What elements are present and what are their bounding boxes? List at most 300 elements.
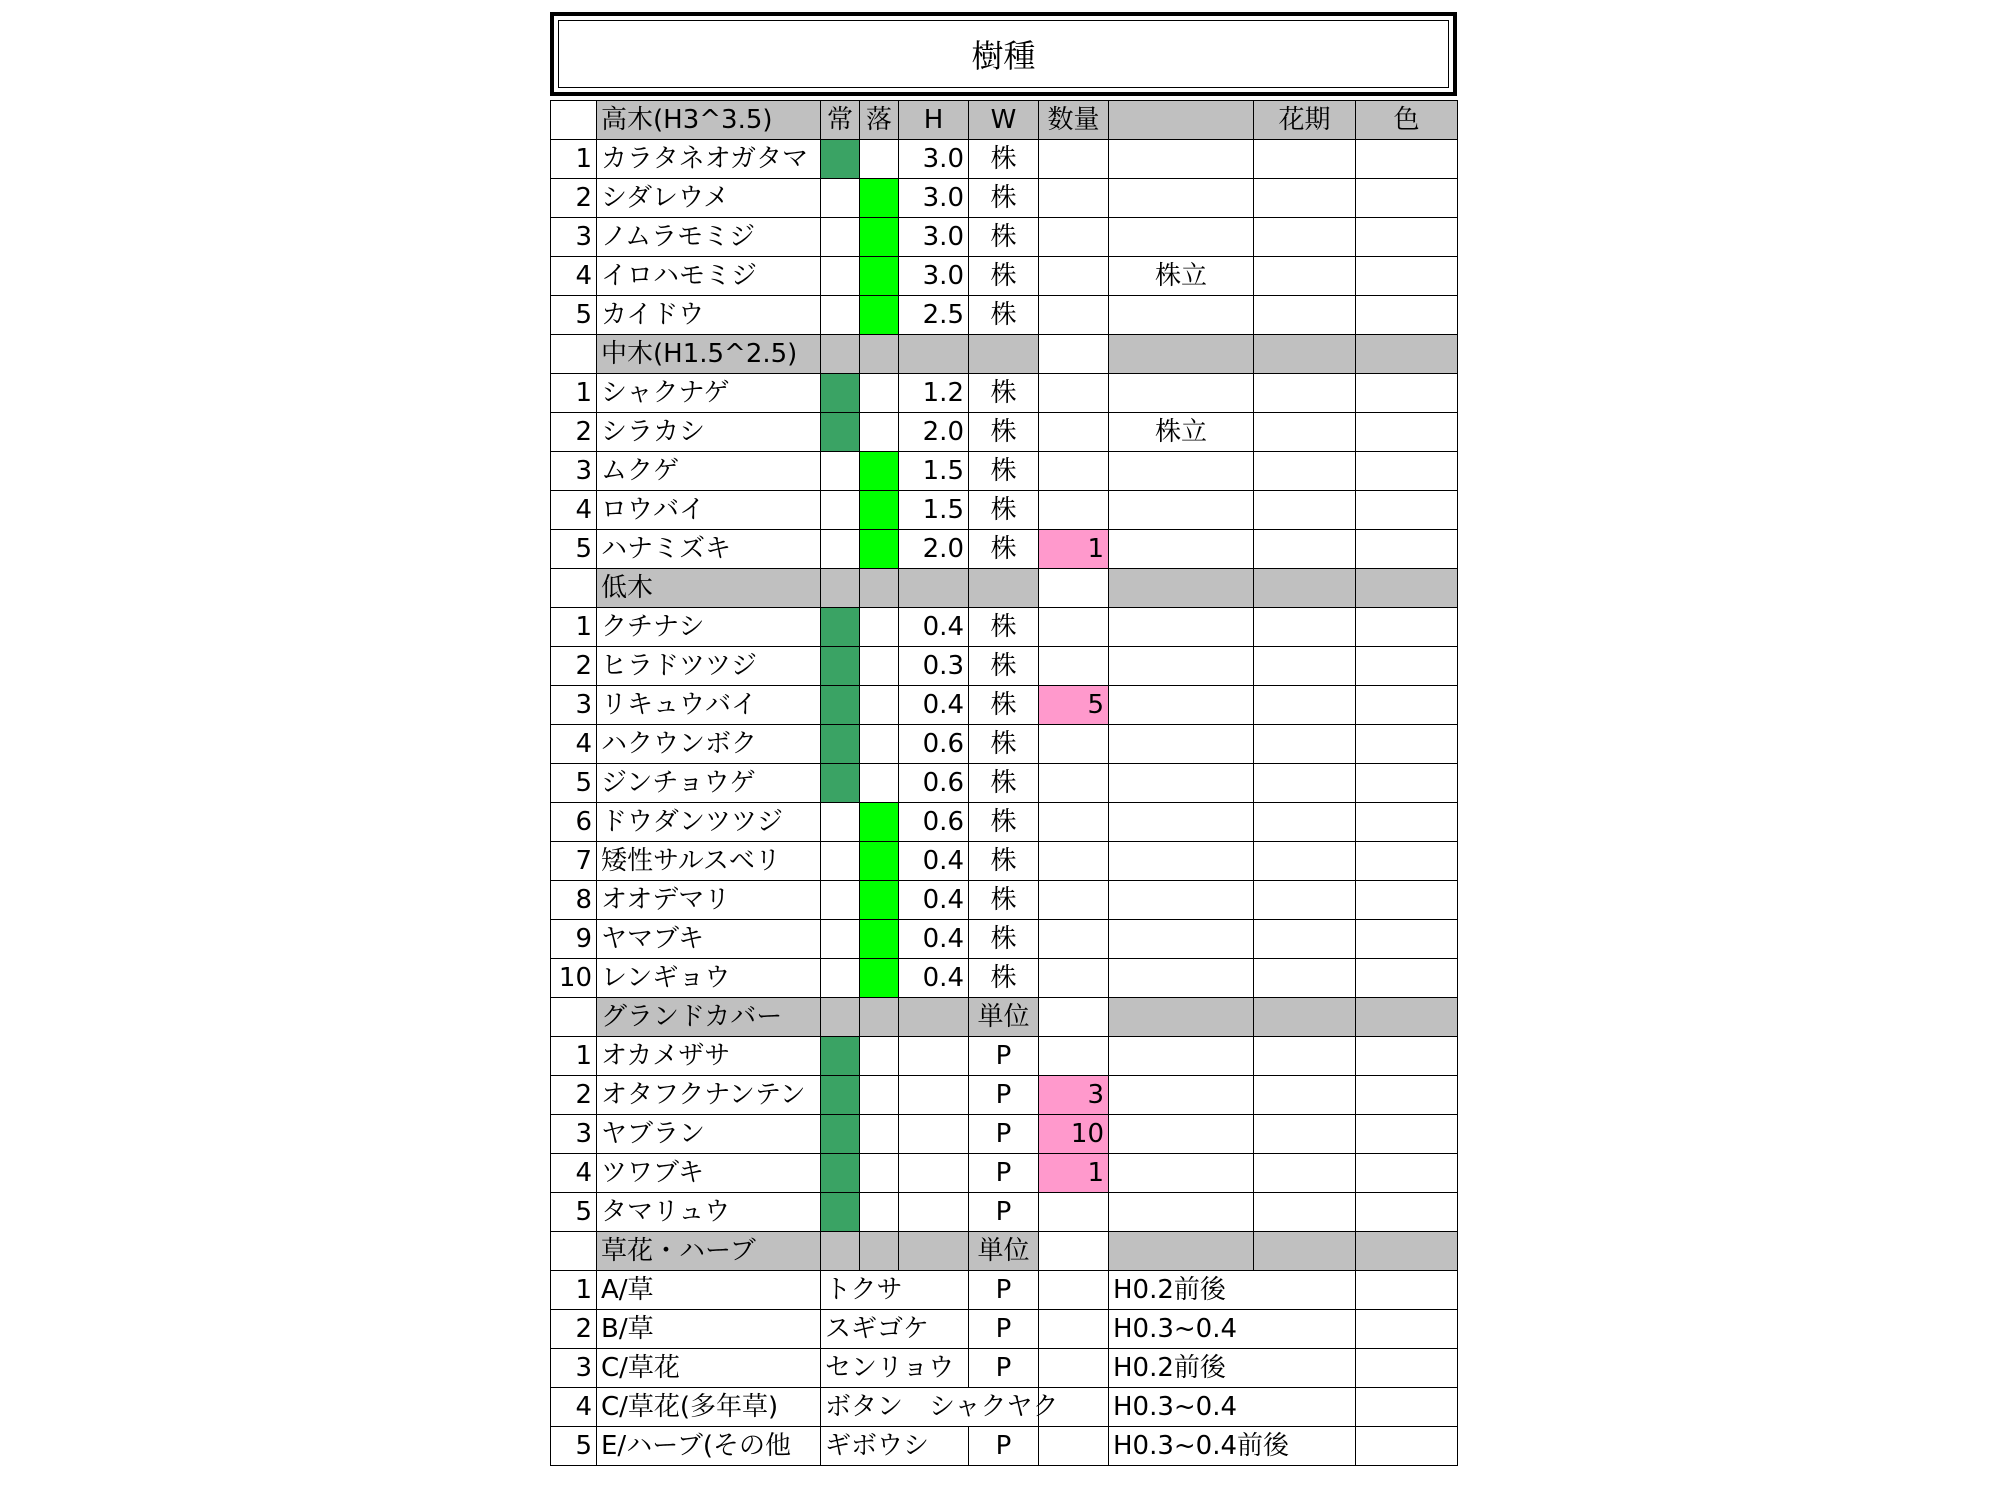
evergreen-mark <box>821 530 860 569</box>
section-deciduous <box>860 569 899 608</box>
row-no: 4 <box>551 257 597 296</box>
flower-color <box>1356 179 1458 218</box>
quantity-value: 1 <box>1039 1154 1109 1193</box>
flower-color <box>1356 764 1458 803</box>
height-value: 3.0 <box>899 140 969 179</box>
flower-color <box>1356 881 1458 920</box>
height-value: 3.0 <box>899 179 969 218</box>
section-unit: 単位 <box>969 1232 1039 1271</box>
unit-value: P <box>969 1154 1039 1193</box>
row-no: 4 <box>551 491 597 530</box>
row-no: 2 <box>551 179 597 218</box>
evergreen-mark <box>821 413 860 452</box>
height-value: 0.4 <box>899 959 969 998</box>
herb-category: C/草花(多年草) <box>597 1388 821 1427</box>
unit-value: 株 <box>969 920 1039 959</box>
note-value <box>1109 296 1254 335</box>
herb-category: B/草 <box>597 1310 821 1349</box>
row-no: 5 <box>551 530 597 569</box>
flower-season <box>1254 803 1356 842</box>
note-value: H0.3~0.4前後 <box>1109 1427 1356 1466</box>
plant-name: ヤマブキ <box>597 920 821 959</box>
evergreen-mark <box>821 1115 860 1154</box>
flower-season <box>1254 764 1356 803</box>
height-value: 2.0 <box>899 413 969 452</box>
quantity-value <box>1039 491 1109 530</box>
evergreen-mark <box>821 1193 860 1232</box>
flower-color <box>1356 647 1458 686</box>
flower-color <box>1356 608 1458 647</box>
table-row <box>551 764 1458 803</box>
section-evergreen <box>821 335 860 374</box>
table-row <box>551 1037 1458 1076</box>
height-value: 0.3 <box>899 647 969 686</box>
evergreen-mark <box>821 842 860 881</box>
deciduous-mark <box>860 218 899 257</box>
section-evergreen <box>821 998 860 1037</box>
height-value: 0.4 <box>899 920 969 959</box>
row-no: 2 <box>551 413 597 452</box>
header-name: 高木(H3^3.5) <box>597 101 821 140</box>
section-title: 中木(H1.5^2.5) <box>597 335 821 374</box>
quantity-value <box>1039 1037 1109 1076</box>
row-no: 1 <box>551 608 597 647</box>
evergreen-mark <box>821 764 860 803</box>
section-row <box>551 569 1458 608</box>
herb-name: ボタン シャクヤク <box>821 1388 1039 1427</box>
section-note <box>1109 569 1254 608</box>
height-value: 2.0 <box>899 530 969 569</box>
plant-name: シダレウメ <box>597 179 821 218</box>
section-h <box>899 998 969 1037</box>
flower-color <box>1356 140 1458 179</box>
note-value <box>1109 920 1254 959</box>
plant-name: ロウバイ <box>597 491 821 530</box>
row-no: 3 <box>551 686 597 725</box>
section-title: グランドカバー <box>597 998 821 1037</box>
section-unit <box>969 335 1039 374</box>
deciduous-mark <box>860 920 899 959</box>
section-no <box>551 998 597 1037</box>
unit-value: 株 <box>969 647 1039 686</box>
note-value: 株立 <box>1109 413 1254 452</box>
section-no <box>551 1232 597 1271</box>
quantity-value <box>1039 1193 1109 1232</box>
deciduous-mark <box>860 1037 899 1076</box>
quantity-value: 1 <box>1039 530 1109 569</box>
row-no: 2 <box>551 1076 597 1115</box>
flower-color <box>1356 686 1458 725</box>
unit-value: 株 <box>969 452 1039 491</box>
plant-name: レンギョウ <box>597 959 821 998</box>
unit-value: 株 <box>969 959 1039 998</box>
height-value <box>899 1115 969 1154</box>
row-no: 6 <box>551 803 597 842</box>
note-value <box>1109 959 1254 998</box>
row-no: 3 <box>551 452 597 491</box>
quantity-value <box>1039 1349 1109 1388</box>
deciduous-mark <box>860 959 899 998</box>
note-value <box>1109 1154 1254 1193</box>
quantity-value <box>1039 1427 1109 1466</box>
table-row <box>551 1271 1458 1310</box>
quantity-value <box>1039 257 1109 296</box>
header-flower: 花期 <box>1254 101 1356 140</box>
table-row <box>551 1193 1458 1232</box>
row-no: 7 <box>551 842 597 881</box>
section-evergreen <box>821 569 860 608</box>
deciduous-mark <box>860 257 899 296</box>
flower-season <box>1254 413 1356 452</box>
section-unit <box>969 569 1039 608</box>
evergreen-mark <box>821 257 860 296</box>
table-row <box>551 647 1458 686</box>
evergreen-mark <box>821 647 860 686</box>
height-value: 1.5 <box>899 491 969 530</box>
flower-color <box>1356 218 1458 257</box>
evergreen-mark <box>821 140 860 179</box>
row-no: 1 <box>551 140 597 179</box>
height-value: 0.6 <box>899 764 969 803</box>
deciduous-mark <box>860 179 899 218</box>
header-deciduous: 落 <box>860 101 899 140</box>
quantity-value <box>1039 920 1109 959</box>
flower-color <box>1356 1115 1458 1154</box>
section-qty <box>1039 569 1109 608</box>
header-row <box>551 101 1458 140</box>
row-no: 10 <box>551 959 597 998</box>
row-no: 8 <box>551 881 597 920</box>
unit-value: P <box>969 1427 1039 1466</box>
table-row <box>551 179 1458 218</box>
section-deciduous <box>860 998 899 1037</box>
flower-season <box>1254 140 1356 179</box>
table-row <box>551 842 1458 881</box>
note-value: H0.3~0.4 <box>1109 1310 1356 1349</box>
flower-season <box>1254 725 1356 764</box>
plant-name: シャクナゲ <box>597 374 821 413</box>
plant-name: ハクウンボク <box>597 725 821 764</box>
herb-category: A/草 <box>597 1271 821 1310</box>
deciduous-mark <box>860 530 899 569</box>
row-no: 5 <box>551 296 597 335</box>
plant-name: オオデマリ <box>597 881 821 920</box>
flower-color <box>1356 920 1458 959</box>
plant-name: オカメザサ <box>597 1037 821 1076</box>
height-value: 0.4 <box>899 842 969 881</box>
evergreen-mark <box>821 803 860 842</box>
note-value: H0.2前後 <box>1109 1271 1356 1310</box>
section-flower <box>1254 998 1356 1037</box>
flower-season <box>1254 686 1356 725</box>
flower-color <box>1356 725 1458 764</box>
quantity-value <box>1039 764 1109 803</box>
section-color <box>1356 335 1458 374</box>
flower-season <box>1254 842 1356 881</box>
plant-table <box>550 100 1458 1466</box>
plant-name: シラカシ <box>597 413 821 452</box>
note-value <box>1109 1037 1254 1076</box>
unit-value: P <box>969 1076 1039 1115</box>
deciduous-mark <box>860 296 899 335</box>
plant-name: 矮性サルスベリ <box>597 842 821 881</box>
row-no: 3 <box>551 1115 597 1154</box>
evergreen-mark <box>821 218 860 257</box>
deciduous-mark <box>860 842 899 881</box>
plant-name: オタフクナンテン <box>597 1076 821 1115</box>
row-no: 4 <box>551 1388 597 1427</box>
flower-color <box>1356 803 1458 842</box>
flower-season <box>1254 530 1356 569</box>
flower-season <box>1254 491 1356 530</box>
row-no: 3 <box>551 218 597 257</box>
row-no: 3 <box>551 1349 597 1388</box>
flower-color <box>1356 1310 1458 1349</box>
note-value <box>1109 452 1254 491</box>
flower-season <box>1254 218 1356 257</box>
flower-color <box>1356 257 1458 296</box>
row-no: 5 <box>551 764 597 803</box>
quantity-value: 5 <box>1039 686 1109 725</box>
plant-name: リキュウバイ <box>597 686 821 725</box>
deciduous-mark <box>860 686 899 725</box>
table-row <box>551 491 1458 530</box>
plant-name: カイドウ <box>597 296 821 335</box>
plant-name: ヤブラン <box>597 1115 821 1154</box>
deciduous-mark <box>860 647 899 686</box>
flower-season <box>1254 1076 1356 1115</box>
height-value: 2.5 <box>899 296 969 335</box>
deciduous-mark <box>860 764 899 803</box>
unit-value: 株 <box>969 764 1039 803</box>
deciduous-mark <box>860 608 899 647</box>
plant-name: カラタネオガタマ <box>597 140 821 179</box>
herb-category: C/草花 <box>597 1349 821 1388</box>
table-row <box>551 725 1458 764</box>
row-no: 9 <box>551 920 597 959</box>
note-value <box>1109 608 1254 647</box>
quantity-value <box>1039 296 1109 335</box>
plant-name: タマリュウ <box>597 1193 821 1232</box>
flower-color <box>1356 959 1458 998</box>
section-flower <box>1254 569 1356 608</box>
table-row <box>551 140 1458 179</box>
quantity-value <box>1039 374 1109 413</box>
unit-value: 株 <box>969 257 1039 296</box>
note-value: H0.2前後 <box>1109 1349 1356 1388</box>
height-value: 1.2 <box>899 374 969 413</box>
section-title: 草花・ハーブ <box>597 1232 821 1271</box>
table-row <box>551 374 1458 413</box>
header-color: 色 <box>1356 101 1458 140</box>
unit-value: 株 <box>969 179 1039 218</box>
section-color <box>1356 1232 1458 1271</box>
plant-name: ハナミズキ <box>597 530 821 569</box>
deciduous-mark <box>860 374 899 413</box>
unit-value: P <box>969 1193 1039 1232</box>
note-value <box>1109 374 1254 413</box>
row-no: 5 <box>551 1427 597 1466</box>
height-value: 0.6 <box>899 803 969 842</box>
height-value: 3.0 <box>899 218 969 257</box>
height-value <box>899 1154 969 1193</box>
flower-season <box>1254 1037 1356 1076</box>
quantity-value <box>1039 413 1109 452</box>
note-value <box>1109 842 1254 881</box>
header-qty: 数量 <box>1039 101 1109 140</box>
plant-name: ジンチョウゲ <box>597 764 821 803</box>
deciduous-mark <box>860 1115 899 1154</box>
section-flower <box>1254 1232 1356 1271</box>
table-row <box>551 608 1458 647</box>
note-value <box>1109 140 1254 179</box>
quantity-value <box>1039 218 1109 257</box>
quantity-value <box>1039 1271 1109 1310</box>
table-row <box>551 1154 1458 1193</box>
height-value <box>899 1076 969 1115</box>
herb-name: センリョウ <box>821 1349 969 1388</box>
unit-value: 株 <box>969 725 1039 764</box>
header-h: H <box>899 101 969 140</box>
unit-value: 株 <box>969 530 1039 569</box>
section-qty <box>1039 335 1109 374</box>
evergreen-mark <box>821 491 860 530</box>
flower-color <box>1356 1037 1458 1076</box>
note-value: 株立 <box>1109 257 1254 296</box>
unit-value: P <box>969 1310 1039 1349</box>
section-h <box>899 1232 969 1271</box>
flower-color <box>1356 491 1458 530</box>
plant-name: ノムラモミジ <box>597 218 821 257</box>
herb-category: E/ハーブ(その他 <box>597 1427 821 1466</box>
evergreen-mark <box>821 179 860 218</box>
flower-color <box>1356 1349 1458 1388</box>
unit-value: 株 <box>969 140 1039 179</box>
table-row <box>551 803 1458 842</box>
quantity-value <box>1039 803 1109 842</box>
deciduous-mark <box>860 452 899 491</box>
note-value <box>1109 1193 1254 1232</box>
plant-name: ツワブキ <box>597 1154 821 1193</box>
quantity-value <box>1039 881 1109 920</box>
evergreen-mark <box>821 959 860 998</box>
evergreen-mark <box>821 1037 860 1076</box>
plant-name: ヒラドツツジ <box>597 647 821 686</box>
deciduous-mark <box>860 491 899 530</box>
plant-table-body <box>551 101 1458 1466</box>
deciduous-mark <box>860 1193 899 1232</box>
unit-value: 株 <box>969 881 1039 920</box>
section-qty <box>1039 998 1109 1037</box>
quantity-value <box>1039 452 1109 491</box>
section-color <box>1356 998 1458 1037</box>
flower-season <box>1254 1115 1356 1154</box>
quantity-value: 10 <box>1039 1115 1109 1154</box>
evergreen-mark <box>821 296 860 335</box>
unit-value: P <box>969 1115 1039 1154</box>
plant-list-sheet <box>550 12 1457 1466</box>
quantity-value <box>1039 608 1109 647</box>
plant-name: イロハモミジ <box>597 257 821 296</box>
section-flower <box>1254 335 1356 374</box>
table-row <box>551 959 1458 998</box>
flower-season <box>1254 1193 1356 1232</box>
flower-season <box>1254 1154 1356 1193</box>
flower-color <box>1356 842 1458 881</box>
height-value: 1.5 <box>899 452 969 491</box>
section-deciduous <box>860 335 899 374</box>
deciduous-mark <box>860 1154 899 1193</box>
evergreen-mark <box>821 1076 860 1115</box>
note-value <box>1109 1076 1254 1115</box>
flower-season <box>1254 257 1356 296</box>
flower-color <box>1356 296 1458 335</box>
section-h <box>899 569 969 608</box>
flower-season <box>1254 920 1356 959</box>
section-no <box>551 569 597 608</box>
evergreen-mark <box>821 920 860 959</box>
quantity-value <box>1039 959 1109 998</box>
herb-name: トクサ <box>821 1271 969 1310</box>
height-value <box>899 1037 969 1076</box>
height-value <box>899 1193 969 1232</box>
table-row <box>551 296 1458 335</box>
section-qty <box>1039 1232 1109 1271</box>
evergreen-mark <box>821 452 860 491</box>
flower-season <box>1254 647 1356 686</box>
evergreen-mark <box>821 686 860 725</box>
quantity-value <box>1039 842 1109 881</box>
deciduous-mark <box>860 803 899 842</box>
section-note <box>1109 1232 1254 1271</box>
note-value <box>1109 1115 1254 1154</box>
deciduous-mark <box>860 881 899 920</box>
header-w: W <box>969 101 1039 140</box>
section-row <box>551 1232 1458 1271</box>
table-row <box>551 1427 1458 1466</box>
unit-value: 株 <box>969 218 1039 257</box>
flower-season <box>1254 296 1356 335</box>
table-row <box>551 218 1458 257</box>
note-value <box>1109 764 1254 803</box>
evergreen-mark <box>821 374 860 413</box>
row-no: 1 <box>551 1271 597 1310</box>
section-note <box>1109 335 1254 374</box>
height-value: 0.6 <box>899 725 969 764</box>
unit-value: 株 <box>969 803 1039 842</box>
height-value: 3.0 <box>899 257 969 296</box>
quantity-value <box>1039 725 1109 764</box>
quantity-value <box>1039 179 1109 218</box>
note-value <box>1109 881 1254 920</box>
height-value: 0.4 <box>899 686 969 725</box>
quantity-value <box>1039 1310 1109 1349</box>
flower-season <box>1254 452 1356 491</box>
flower-season <box>1254 959 1356 998</box>
flower-color <box>1356 1193 1458 1232</box>
quantity-value: 3 <box>1039 1076 1109 1115</box>
flower-color <box>1356 1154 1458 1193</box>
table-row <box>551 1310 1458 1349</box>
quantity-value <box>1039 140 1109 179</box>
unit-value: 株 <box>969 842 1039 881</box>
evergreen-mark <box>821 725 860 764</box>
section-title: 低木 <box>597 569 821 608</box>
note-value <box>1109 647 1254 686</box>
sheet-title: 樹種 <box>550 12 1457 96</box>
deciduous-mark <box>860 140 899 179</box>
table-row <box>551 1388 1458 1427</box>
